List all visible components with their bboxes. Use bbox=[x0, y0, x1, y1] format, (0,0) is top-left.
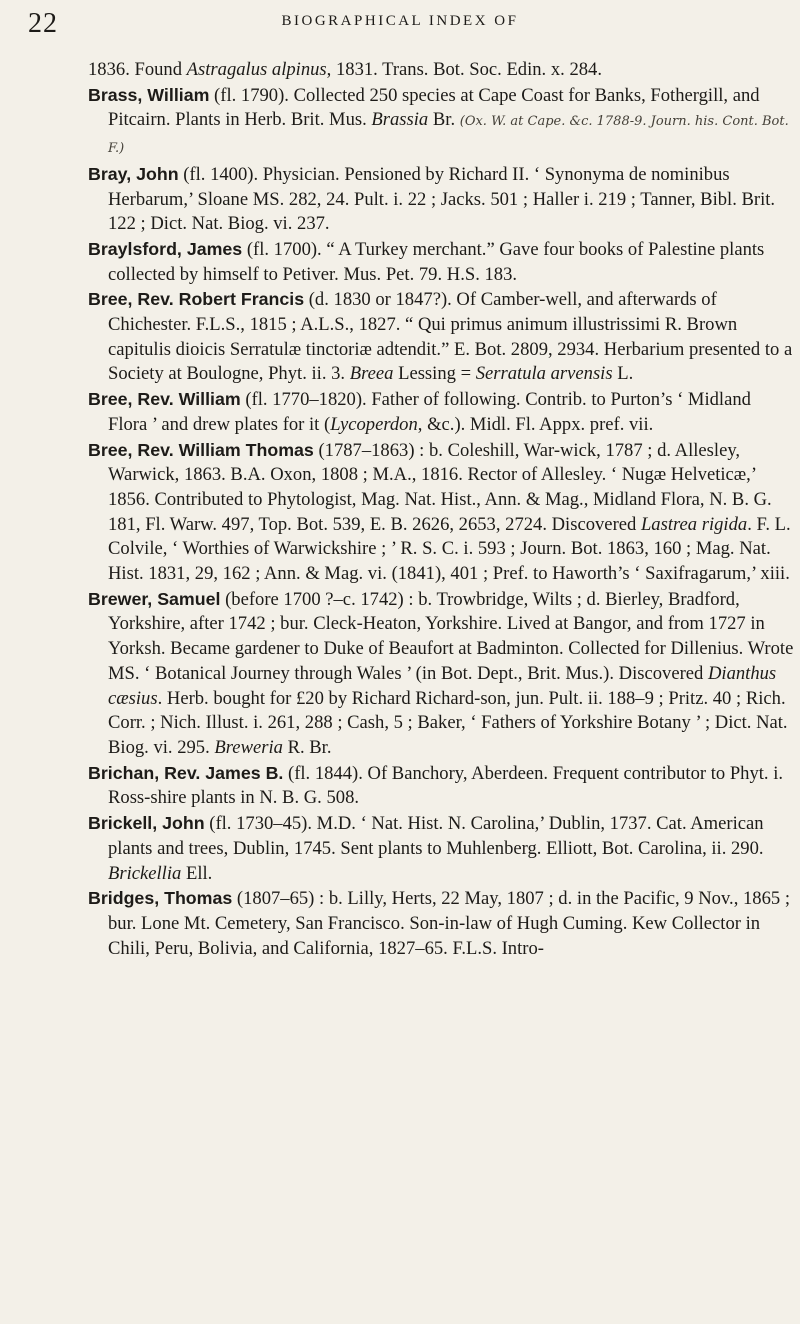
entry-text: (d. 1830 or 1847?). Of Camber-well, and afterwards of Chichester. F.L.S., 1815 ; A.L.S., 1827. “ Qui primus animum illustrissimi R. Brown capitulis dioicis Serratulæ tinctoriæ adtendit.” E. Bot. 2809, 2934. Herbarium presented to a Society at Boulogne, Phyt. ii. 3. bbox=[108, 289, 793, 385]
entry-text: (fl. 1790). Collected 250 species at Cape Coast for Banks, Fothergill, and Pitcairn. Plants in Herb. Brit. Mus. bbox=[108, 84, 760, 131]
entry-text: (1787–1863) : b. Coleshill, War-wick, 1787 ; d. Allesley, Warwick, 1863. B.A. Oxon, 1808 ; M.A., 1816. Rector of Allesley. ‘ Nugæ Helveticæ,’ 1856. Contributed to Phytologist, Mag. Nat. Hist., Ann. & Mag., Midland Flora, N. B. G. 181, Fl. Warw. 497, Top. Bot. 539, E. B. 2626, 2653, 2724. Discovered bbox=[108, 439, 772, 535]
entry-text: . Herb. bought for £20 by Richard Richard-son, jun. Pult. ii. 188–9 ; Pritz. 40 ; Rich. Corr. ; Nich. Illust. i. 261, 288 ; Cash, 5 ; Baker, ‘ Fathers of Yorkshire Botany ’ ; Dict. Nat. Biog. vi. 295. bbox=[108, 687, 788, 758]
entry-text: (fl. 1730–45). M.D. ‘ Nat. Hist. N. Carolina,’ Dublin, 1737. Cat. American plants and trees, Dublin, 1745. Sent plants to Muhlenberg. Elliott, Bot. Carolina, ii. 290. bbox=[108, 813, 764, 859]
entry-text: Br. bbox=[428, 109, 460, 131]
entry-text: (fl. 1400). Physician. Pensioned by Richard II. ‘ Synonyma de nominibus Herbarum,’ Sloane MS. 282, 24. Pult. i. 22 ; Jacks. 501 ; Haller i. 219 ; Tanner, Bibl. Brit. 122 ; Dict. Nat. Biog. vi. 237. bbox=[108, 163, 776, 235]
entry-name: Brass, William bbox=[88, 84, 210, 105]
entry-braylsford bbox=[88, 237, 794, 287]
entry-name: Bree, Rev. William bbox=[88, 389, 241, 410]
species-name: Serratula arvensis bbox=[475, 363, 613, 385]
entry-text: L. bbox=[612, 363, 634, 385]
entry-bree-william-thomas bbox=[88, 438, 794, 587]
entry-name: Bridges, Thomas bbox=[88, 888, 233, 909]
entry-brewer bbox=[88, 587, 794, 761]
entry-text: Ell. bbox=[181, 862, 213, 884]
entry-name: Brickell, John bbox=[88, 813, 205, 834]
species-name: Astragalus alpinus bbox=[186, 59, 327, 80]
entry-name: Bree, Rev. Robert Francis bbox=[88, 289, 305, 310]
entry-name: Braylsford, James bbox=[88, 238, 243, 259]
genus-name: Breea bbox=[349, 363, 394, 385]
entry-bree-william bbox=[88, 387, 794, 437]
entry-brass bbox=[88, 83, 794, 162]
running-head: BIOGRAPHICAL INDEX OF bbox=[281, 13, 519, 29]
entry-name: Bree, Rev. William Thomas bbox=[88, 439, 314, 460]
entry-text: , &c.). Midl. Fl. Appx. pref. vii. bbox=[417, 413, 654, 435]
entry-bray bbox=[88, 162, 794, 237]
index-entries bbox=[88, 58, 794, 961]
entry-text: , 1831. Trans. Bot. Soc. Edin. x. 284. bbox=[326, 59, 602, 80]
species-name: Dianthus cæsius bbox=[108, 662, 777, 709]
handwritten-annotation: (Ox. W. at Cape. &c. 1788-9. Journ. his. Cont. Bot. F.) bbox=[108, 114, 789, 157]
entry-bridges bbox=[88, 886, 794, 961]
entry-text: Lessing = bbox=[393, 363, 476, 385]
entry-name: Brichan, Rev. James B. bbox=[88, 762, 284, 783]
genus-name: Brickellia bbox=[108, 862, 182, 884]
page-number: 22 bbox=[28, 8, 58, 39]
genus-name: Lycoperdon bbox=[330, 413, 418, 435]
entry-brichan bbox=[88, 761, 794, 811]
entry-text: . F. L. Colvile, ‘ Worthies of Warwickshire ; ’ R. S. C. i. 593 ; Journ. Bot. 1863, 160 ; Mag. Nat. Hist. 1831, 29, 162 ; Ann. & Mag. vi. (1841), 401 ; Pref. to Haworth’s ‘ Saxifragarum,’ xiii. bbox=[108, 513, 791, 585]
entry-text: 1836. Found bbox=[88, 59, 187, 80]
entry-bree-robert bbox=[88, 287, 794, 387]
entry-text: (fl. 1844). Of Banchory, Aberdeen. Frequent contributor to Phyt. i. Ross-shire plants in N. B. G. 508. bbox=[108, 762, 784, 809]
entry-text: (1807–65) : b. Lilly, Herts, 22 May, 1807 ; d. in the Pacific, 9 Nov., 1865 ; bur. Lone Mt. Cemetery, San Francisco. Son-in-law of Hugh Cuming. Kew Collector in Chili, Peru, Bolivia, and California, 1827–65. F.L.S. Intro- bbox=[108, 888, 791, 959]
entry-text: (fl. 1770–1820). Father of following. Contrib. to Purton’s ‘ Midland Flora ’ and drew plates for it ( bbox=[108, 389, 751, 435]
entry-name: Brewer, Samuel bbox=[88, 588, 221, 609]
entry-text: (before 1700 ?–c. 1742) : b. Trowbridge, Wilts ; d. Bierley, Bradford, Yorkshire, after 1742 ; bur. Cleck-Heaton, Yorkshire. Lived at Bangor, and from 1727 in Yorksh. Became gardener to Duke of Beaufort at Badminton. Collected for Dillenius. Wrote MS. ‘ Botanical Journey through Wales ’ (in Bot. Dept., Brit. Mus.). Discovered bbox=[108, 588, 794, 684]
genus-name: Breweria bbox=[214, 736, 283, 758]
entry-name: Bray, John bbox=[88, 163, 179, 184]
entry-brickell bbox=[88, 811, 794, 886]
entry-text: R. Br. bbox=[282, 736, 332, 758]
genus-name: Brassia bbox=[371, 109, 429, 131]
species-name: Lastrea rigida bbox=[640, 513, 748, 535]
entry-continuation bbox=[88, 58, 794, 83]
entry-text: (fl. 1700). “ A Turkey merchant.” Gave four books of Palestine plants collected by himself to Petiver. Mus. Pet. 79. H.S. 183. bbox=[108, 238, 765, 285]
